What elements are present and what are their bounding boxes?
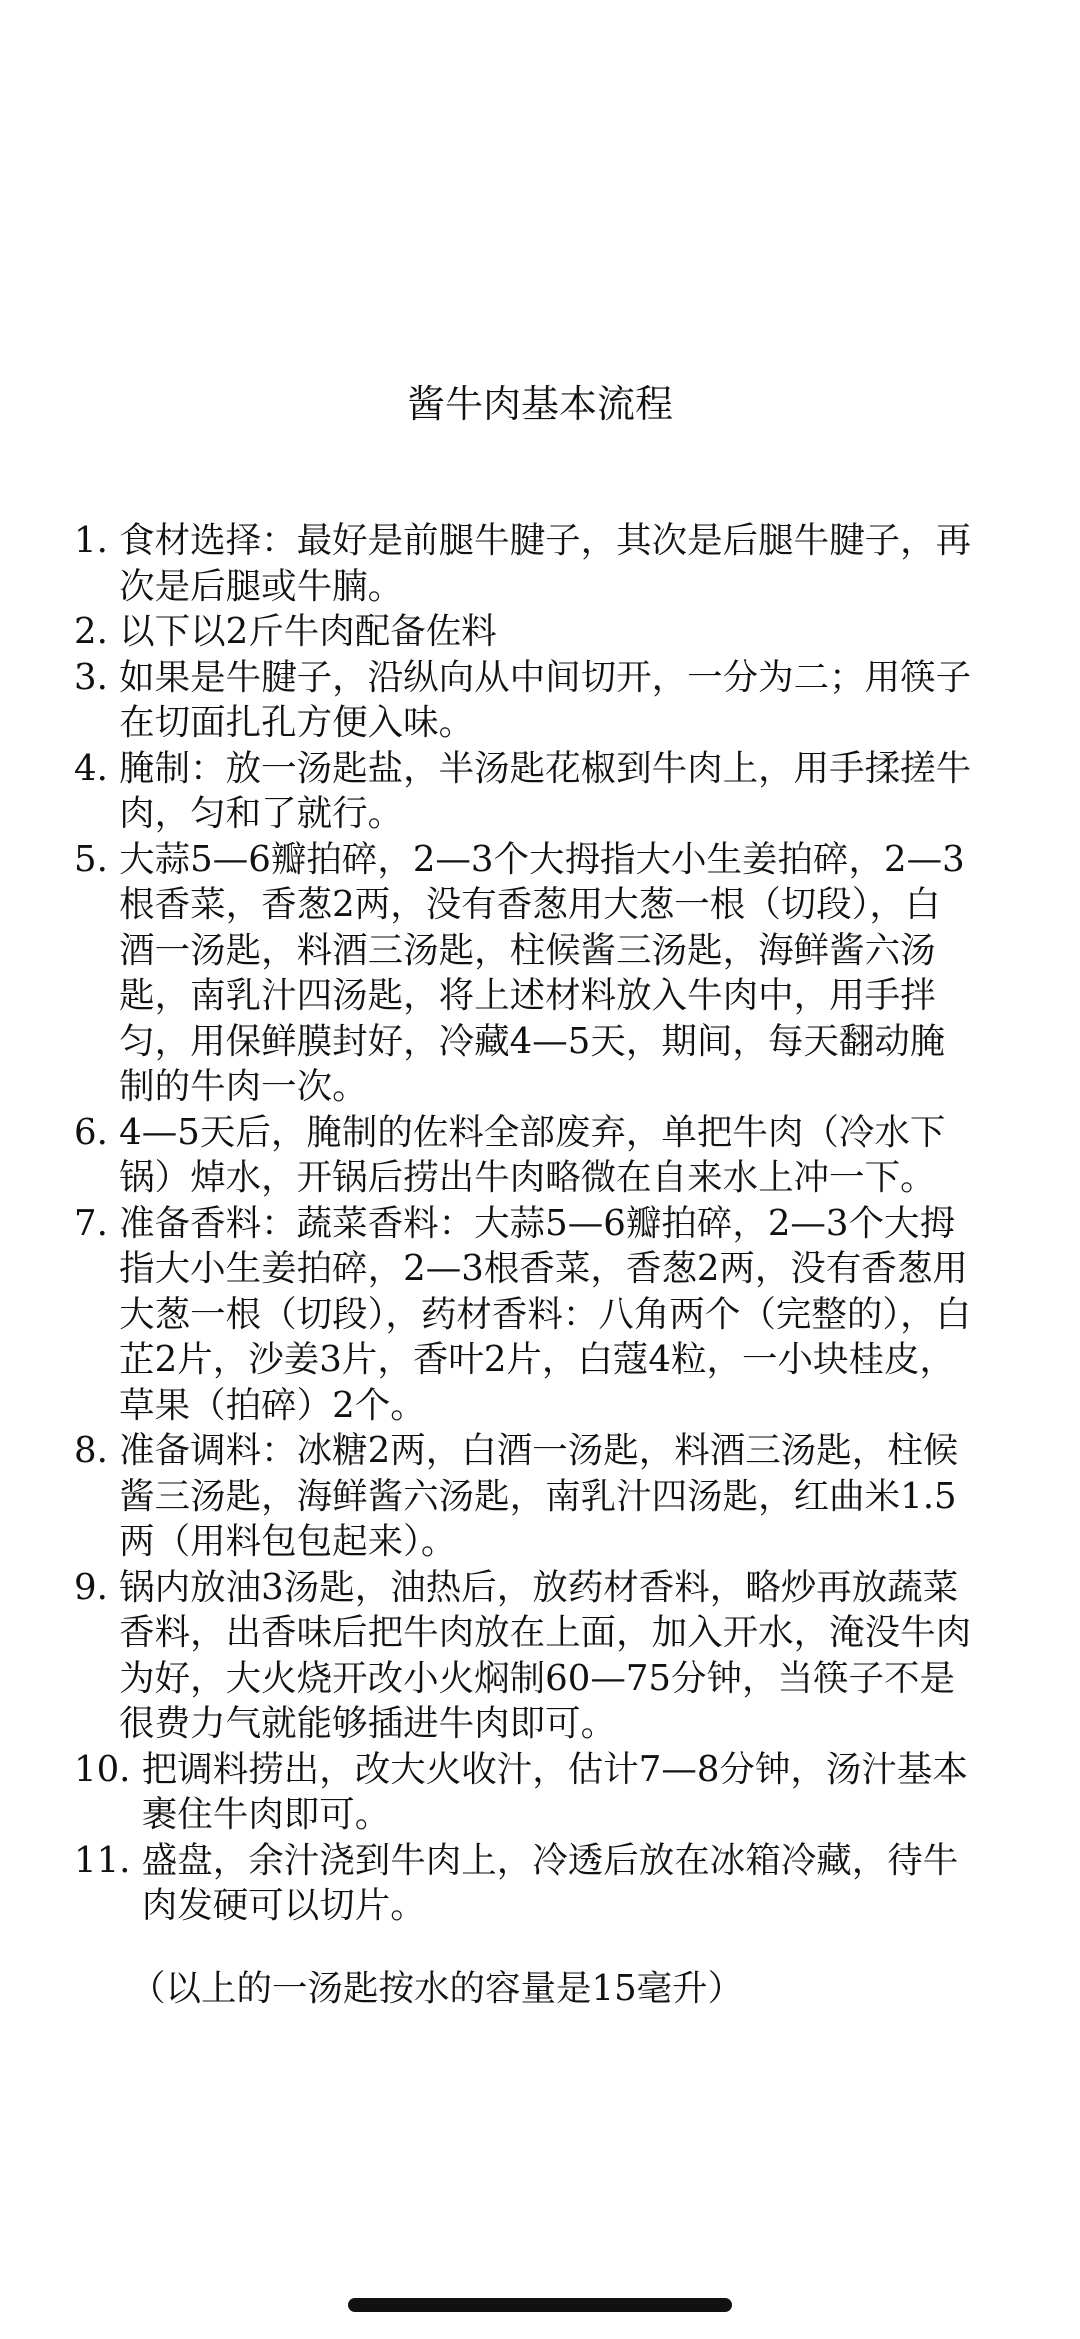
step-item-5 bbox=[74, 837, 974, 1110]
step-number: 8. bbox=[74, 1430, 120, 1471]
step-item-9 bbox=[74, 1565, 974, 1747]
step-item-11 bbox=[74, 1838, 974, 1929]
step-number: 10. bbox=[74, 1748, 142, 1790]
step-item-4 bbox=[74, 746, 974, 837]
step-text: 食材选择：最好是前腿牛腱子，其次是后腿牛腱子，再次是后腿或牛腩。 bbox=[119, 520, 972, 607]
step-text: 把调料捞出，改大火收汁，估计7—8分钟，汤汁基本裹住牛肉即可。 bbox=[141, 1748, 968, 1835]
step-item-3 bbox=[74, 655, 974, 746]
step-item-6 bbox=[74, 1110, 974, 1201]
step-text: 大蒜5—6瓣拍碎，2—3个大拇指大小生姜拍碎，2—3根香菜，香葱2两，没有香葱用大葱一根（切段），白酒一汤匙，料酒三汤匙，柱候酱三汤匙，海鲜酱六汤匙，南乳汁四汤匙，将上述材料放入牛肉中，用手拌匀，用保鲜膜封好，冷藏4—5天，期间，每天翻动腌制的牛肉一次。 bbox=[119, 838, 965, 1107]
step-text: 准备香料：蔬菜香料：大蒜5—6瓣拍碎，2—3个大拇指大小生姜拍碎，2—3根香菜，香葱2两，没有香葱用大葱一根（切段），药材香料：八角两个（完整的），白芷2片，沙姜3片，香叶2片，白蔻4粒，一小块桂皮，草果（拍碎）2个。 bbox=[119, 1202, 972, 1426]
step-number: 4. bbox=[74, 747, 120, 789]
step-number: 3. bbox=[74, 656, 120, 698]
document-title: 酱牛肉基本流程 bbox=[406, 382, 673, 426]
recipe-steps-list bbox=[74, 518, 974, 1929]
step-text: 腌制：放一汤匙盐，半汤匙花椒到牛肉上，用手揉搓牛肉，匀和了就行。 bbox=[119, 747, 972, 834]
step-text: 锅内放油3汤匙，油热后，放药材香料，略炒再放蔬菜香料，出香味后把牛肉放在上面，加入开水，淹没牛肉为好，大火烧开改小火焖制60—75分钟，当筷子不是很费力气就能够插进牛肉即可。 bbox=[119, 1566, 972, 1744]
step-number: 7. bbox=[74, 1202, 120, 1244]
step-number: 6. bbox=[74, 1111, 120, 1153]
step-text: 4—5天后，腌制的佐料全部废弃，单把牛肉（冷水下锅）焯水，开锅后捞出牛肉略微在自来水上冲一下。 bbox=[119, 1111, 946, 1198]
step-item-8 bbox=[74, 1428, 974, 1565]
home-indicator[interactable] bbox=[348, 2298, 732, 2312]
step-number: 1. bbox=[74, 520, 120, 561]
step-item-2 bbox=[74, 609, 974, 655]
step-item-7 bbox=[74, 1201, 974, 1429]
step-text: 如果是牛腱子，沿纵向从中间切开，一分为二；用筷子在切面扎孔方便入味。 bbox=[119, 656, 972, 743]
step-text: 盛盘，余汁浇到牛肉上，冷透后放在冰箱冷藏，待牛肉发硬可以切片。 bbox=[141, 1839, 959, 1926]
step-number: 5. bbox=[74, 838, 120, 880]
step-item-1 bbox=[74, 518, 974, 609]
step-number: 2. bbox=[74, 611, 120, 652]
step-text: 以下以2斤牛肉配备佐料 bbox=[119, 611, 497, 652]
step-number: 11. bbox=[74, 1839, 142, 1881]
step-item-10 bbox=[74, 1747, 974, 1838]
step-number: 9. bbox=[74, 1566, 120, 1608]
step-text: 准备调料：冰糖2两，白酒一汤匙，料酒三汤匙，柱候酱三汤匙，海鲜酱六汤匙，南乳汁四汤匙，红曲米1.5两（用料包包起来）。 bbox=[119, 1430, 959, 1562]
measurement-footnote: （以上的一汤匙按水的容量是15毫升） bbox=[130, 1968, 744, 2009]
